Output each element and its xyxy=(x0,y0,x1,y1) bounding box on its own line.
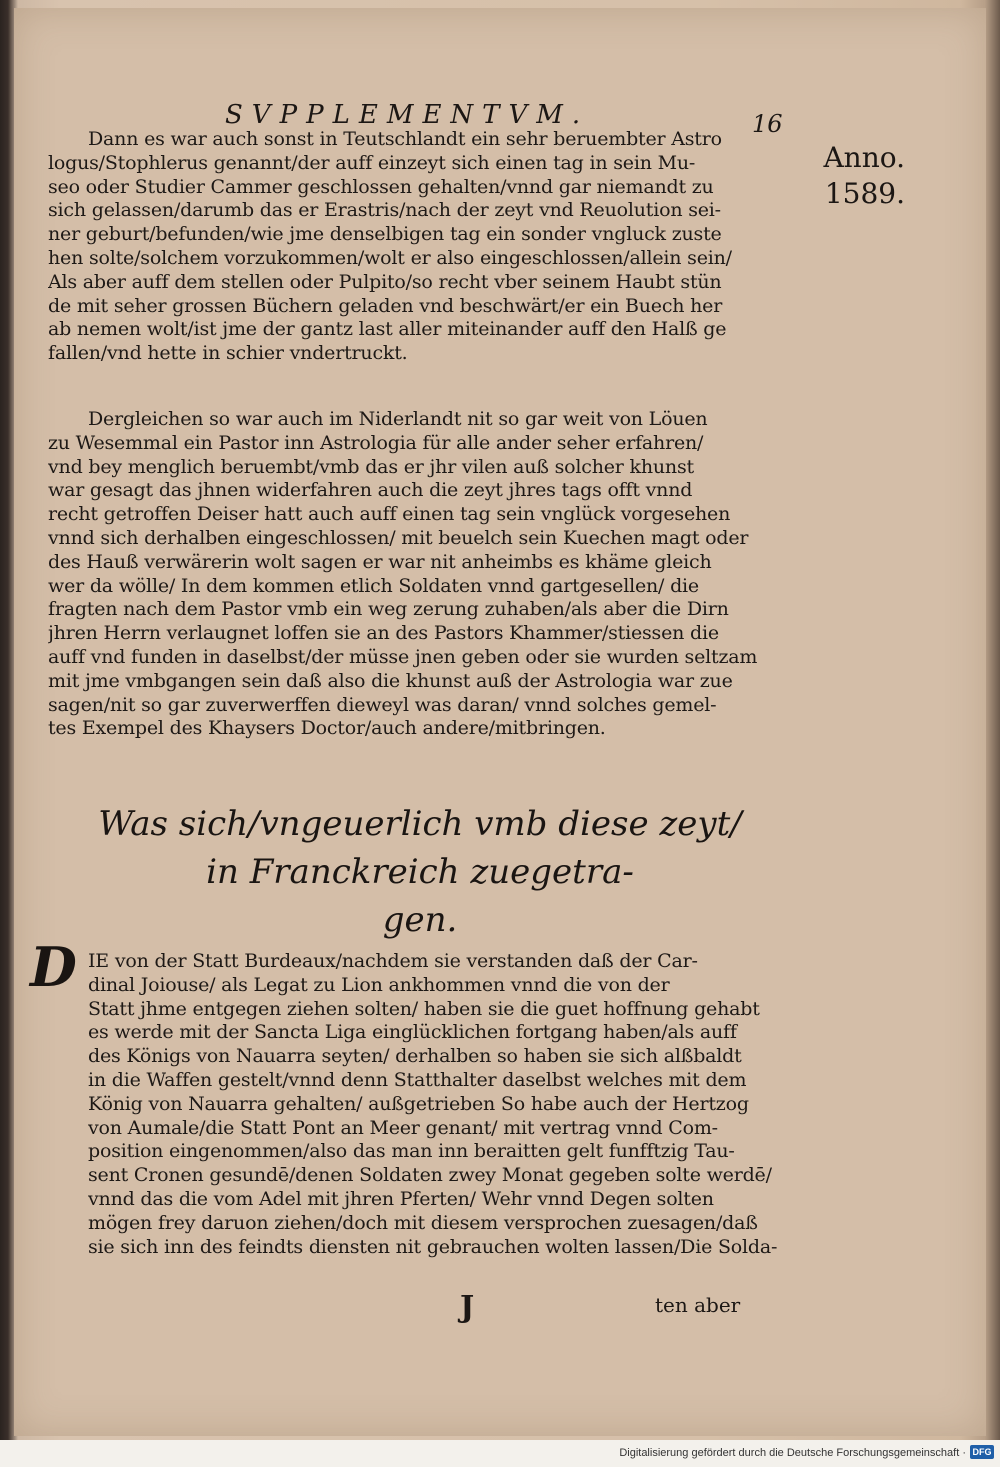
text-line: sagen/nit so gar zuverwerffen dieweyl was daran/ vnnd solches gemel- xyxy=(48,693,717,716)
text-line: zu Wesemmal ein Pastor inn Astrologia für alle ander seher erfahren/ xyxy=(48,431,704,454)
footer-bar xyxy=(0,1440,1000,1467)
text-line: ner geburt/befunden/wie jme denselbigen tag ein sonder vngluck zuste xyxy=(48,223,722,246)
text-line: gen. xyxy=(382,900,458,940)
text-line: auff vnd funden in daselbst/der müsse jnen geben oder sie wurden seltzam xyxy=(48,645,758,668)
text-line: war gesagt das jhnen widerfahren auch die zeyt jhres tags offt vnnd xyxy=(48,479,693,502)
text-line: logus/Stophlerus genannt/der auff einzeyt sich einen tag in sein Mu- xyxy=(48,151,696,174)
text-line: Dann es war auch sonst in Teutschlandt ein sehr beruembter Astro xyxy=(88,128,722,150)
text-line: tes Exempel des Khaysers Doctor/auch andere/mitbringen. xyxy=(48,717,606,740)
text-line: Als aber auff dem stellen oder Pulpito/so recht vber seinem Haubt stün xyxy=(48,270,722,293)
section-heading xyxy=(90,800,750,944)
text-line: König von Nauarra gehalten/ außgetrieben So habe auch der Hertzog xyxy=(88,1092,749,1115)
paragraph-bordeaux xyxy=(88,950,788,1259)
text-line: vnnd das die vom Adel mit jhren Pferten/ Wehr vnnd Degen solten xyxy=(88,1187,714,1210)
text-line: in die Waffen gestelt/vnnd denn Statthalter daselbst welches mit dem xyxy=(88,1068,747,1091)
margin-note-line: 1589. xyxy=(824,177,905,210)
text-line: sie sich inn des feindts diensten nit gebrauchen wolten lassen/Die Solda- xyxy=(88,1235,778,1258)
text-line: Was sich/vngeuerlich vmb diese zeyt/ xyxy=(98,804,742,844)
text-line: sent Cronen gesundē/denen Soldaten zwey Monat gegeben solte werdē/ xyxy=(88,1164,772,1187)
text-line: seo oder Studier Cammer geschlossen gehalten/vnnd gar niemandt zu xyxy=(48,175,714,198)
text-line: wer da wölle/ In dem kommen etlich Soldaten vnnd gartgesellen/ die xyxy=(48,574,699,597)
text-line: mit jme vmbgangen sein daß also die khunst auß der Astrologia war zue xyxy=(48,669,733,692)
text-line: position eingenommen/also das man inn beraitten gelt funfftzig Tau- xyxy=(88,1140,735,1163)
paragraph-stopherlus xyxy=(48,128,788,366)
text-line: jhren Herrn verlaugnet loffen sie an des Pastors Khammer/stiessen die xyxy=(48,622,719,645)
text-line: vnnd sich derhalben eingeschlossen/ mit beuelch sein Kuechen magt oder xyxy=(48,526,749,549)
catchword: ten aber xyxy=(655,1293,741,1317)
footer-credit: Digitalisierung gefördert durch die Deutsche Forschungsgemeinschaft · xyxy=(619,1447,966,1459)
text-line: Dergleichen so war auch im Niderlandt nit so gar weit von Löuen xyxy=(88,408,708,430)
text-line: sich gelassen/darumb das er Erastris/nach der zeyt vnd Reuolution sei- xyxy=(48,199,721,222)
text-line: dinal Joiouse/ als Legat zu Lion ankhommen vnnd die von der xyxy=(88,973,670,996)
text-line: recht getroffen Deiser hatt auch auff einen tag sein vnglück vorgesehen xyxy=(48,503,731,526)
paragraph-pastor xyxy=(48,408,788,741)
text-line: des Königs von Nauarra seyten/ derhalben so haben sie sich alßbaldt xyxy=(88,1045,742,1068)
dfg-logo: DFG xyxy=(970,1445,994,1459)
margin-note-line: Anno. xyxy=(823,141,905,174)
text-line: in Franckreich zuegetra- xyxy=(206,852,634,892)
running-head: SVPPLEMENTVM. xyxy=(225,100,590,130)
drop-capital: D xyxy=(30,935,77,999)
signature-mark: J xyxy=(460,1290,475,1325)
text-line: des Hauß verwärerin wolt sagen er war nit anheimbs es khäme gleich xyxy=(48,550,712,573)
text-line: hen solte/solchem vorzukommen/wolt er also eingeschlossen/allein sein/ xyxy=(48,246,732,269)
text-line: de mit seher grossen Büchern geladen vnd beschwärt/er ein Buech her xyxy=(48,294,723,317)
text-line: mögen frey daruon ziehen/doch mit diesem versprochen zuesagen/daß xyxy=(88,1211,758,1234)
text-line: Statt jhme entgegen ziehen solten/ haben sie die guet hoffnung gehabt xyxy=(88,997,760,1020)
margin-note xyxy=(795,140,905,212)
text-line: es werde mit der Sancta Liga einglücklichen fortgang haben/als auff xyxy=(88,1021,737,1044)
text-line: ab nemen wolt/ist jme der gantz last aller miteinander auff den Halß ge xyxy=(48,318,727,341)
text-line: fragten nach dem Pastor vmb ein weg zerung zuhaben/als aber die Dirn xyxy=(48,598,729,621)
text-line: von Aumale/die Statt Pont an Meer genant/ mit vertrag vnnd Com- xyxy=(88,1116,718,1139)
folio-number: 16 xyxy=(752,110,783,138)
text-line: vnd bey menglich beruembt/vmb das er jhr vilen auß solcher khunst xyxy=(48,455,694,478)
text-line: fallen/vnd hette in schier vndertruckt. xyxy=(48,342,408,365)
text-line: IE von der Statt Burdeaux/nachdem sie verstanden daß der Car- xyxy=(88,950,698,972)
